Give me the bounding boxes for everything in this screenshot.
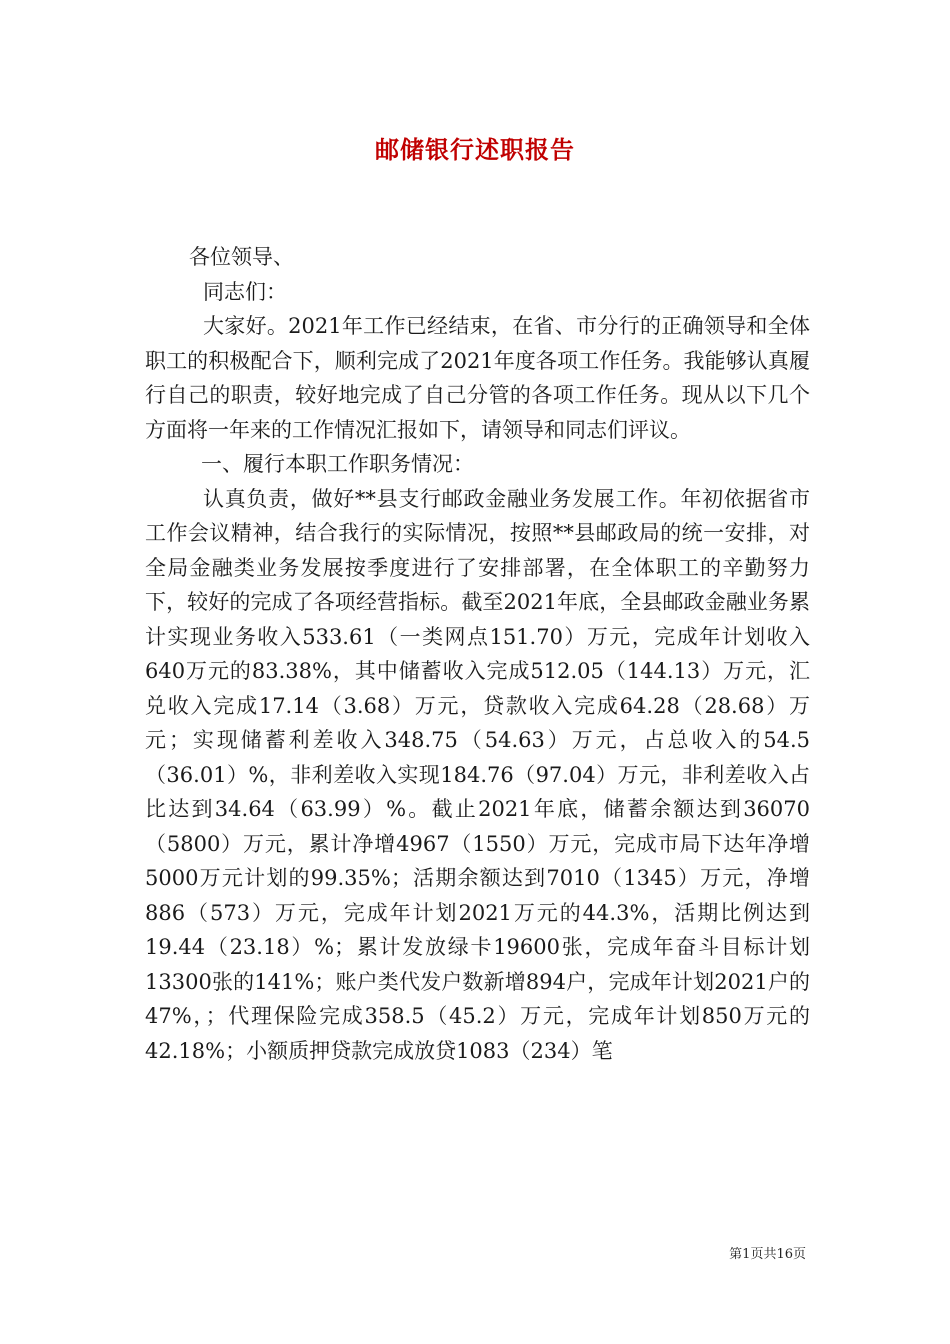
salutation-comrades: 同志们：	[203, 279, 287, 304]
section-heading: 一、履行本职工作职务情况：	[201, 452, 474, 476]
page-number: 第1页共16页	[729, 1247, 806, 1262]
performance-paragraph: 认真负责，做好**县支行邮政金融业务发展工作。年初依据省市工作会议精神，结合我行的实际情况，按照**县邮政局的统一安排，对全局金融类业务发展按季度进行了安排部署，在全体职工的辛勤努力下，较好的完成了各项经营指标。截至2021年底，全县邮政金融业务累计实现业务收入533.61（一类网点151.70）万元，完成年计划收入640万元的83.38%，其中储蓄收入完成512.05（144.13）万元，汇兑收入完成17.14（3.68）万元，贷款收入完成64.28（28.68）万元；实现储蓄利差收入348.75（54.63）万元，占总收入的54.5（36.01）%，非利差收入实现184.76（97.04）万元，非利差收入占比达到34.64（63.99）%。截止2021年底，储蓄余额达到36070（5800）万元，累计净增4967（1550）万元，完成市局下达年净增5000万元计划的99.35%；活期余额达到7010（1345）万元，净增886（573）万元，完成年计划2021万元的44.3%，活期比例达到19.44（23.18）%；累计发放绿卡19600张，完成年奋斗目标计划13300张的141%；账户类代发户数新增894户，完成年计划2021户的47%，；代理保险完成358.5（45.2）万元，完成年计划850万元的42.18%；小额质押贷款完成放贷1083（234）笔	[145, 486, 810, 1063]
document-body	[145, 240, 810, 1068]
intro-paragraph: 大家好。2021年工作已经结束，在省、市分行的正确领导和全体职工的积极配合下，顺利完成了2021年度各项工作任务。我能够认真履行自己的职责，较好地完成了自己分管的各项工作任务。现从以下几个方面将一年来的工作情况汇报如下，请领导和同志们评议。	[145, 314, 810, 442]
salutation-leaders: 各位领导、	[189, 245, 294, 269]
document-title: 邮储银行述职报告	[375, 135, 575, 164]
